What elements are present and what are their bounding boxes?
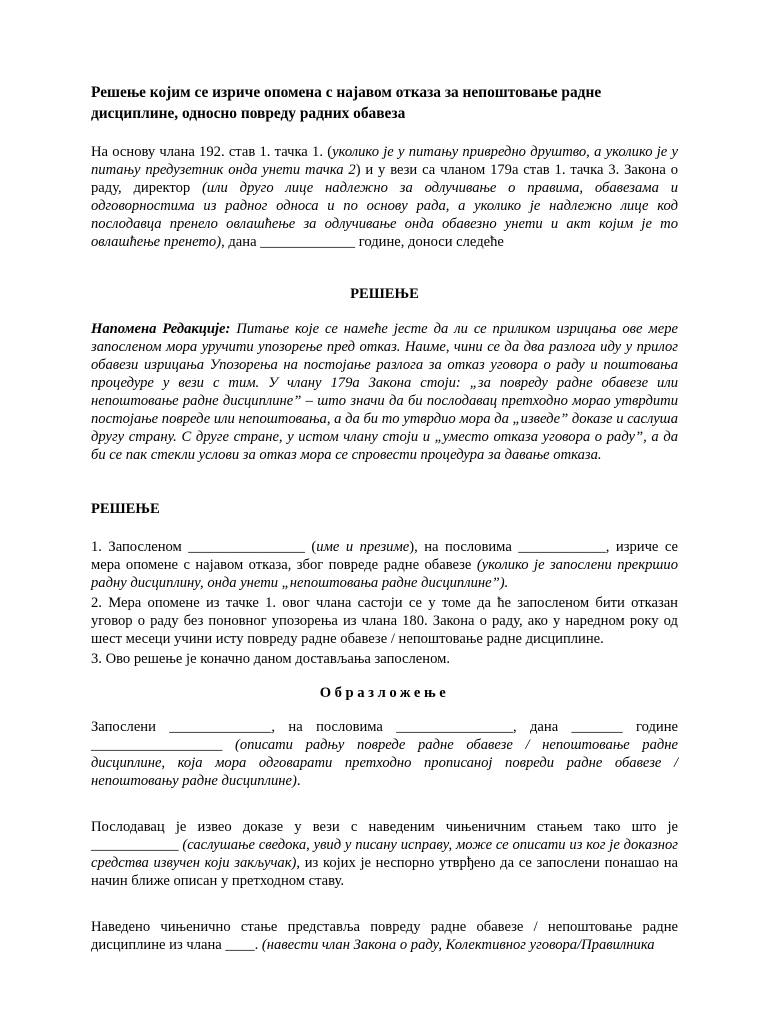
intro-paragraph	[91, 143, 678, 251]
para1-text-2: .	[296, 773, 301, 789]
para1-italic-1: (описати радњу повреде радне обавезе / непоштовање радне дисциплине, која мора одговарати претходно прописаној повреди радне обавезе / непоштовању радне дисциплине)	[91, 737, 679, 789]
reasoning-paragraph-3	[91, 918, 678, 954]
note-text: Питање које се намеће јесте да ли се приликом изрицања ове мере запосленом мора уручити упозорење пред отказ. Наиме, чини се да два разлога иду у прилог обавези изрицања Упозорења на постојање разлога за отказ уговора о раду и поштовања процедуре у вези с тим. У члану 179а Закона стоји: „за повреду радне обавезе или непоштовање радне дисциплине” – што значи да би послодавац претходно морао утврдити постојање повреде или непоштовања, а да би то утврдио мора да „изведе” доказе и саслуша другу страну. С друге стране, у истом члану стоји и „уместо отказа уговора о раду”, а да би се пак стекли услови за отказ мора се спровести процедура за давање отказа.	[91, 321, 678, 463]
heading-obrazlozenje: Образложење	[319, 685, 450, 701]
para2-text-1: Послодавац је извео доказе у вези с наведеним чињеничним стањем тако што је ____________	[91, 819, 678, 853]
para3-italic-1: (навести члан Закона о раду, Колективног уговора/Правилника	[261, 937, 655, 953]
item1-text-1: 1. Запосленом ________________ (	[91, 539, 317, 555]
para1-text-1: Запослени ______________, на пословима ________________, дана _______ године __________________	[91, 719, 678, 753]
document-title: Решење којим се изриче опомена с најавом отказа за непоштовање радне дисциплине, односно повреду радних обавеза	[91, 84, 602, 122]
decision-item-2: 2. Мера опомене из тачке 1. овог члана састоји се у томе да ће запосленом бити отказан уговор о раду без поновног упозорења из члана 180. Закона о раду, ако у наредном року од шест месеци учини исту повреду радне обавезе / непоштовање радне дисциплине.	[91, 595, 678, 647]
decision-item-1	[91, 538, 678, 592]
editorial-note	[91, 320, 678, 464]
intro-text-1: На основу члана 192. став 1. тачка 1. (	[91, 144, 333, 160]
reasoning-paragraph-1	[91, 718, 678, 790]
item1-italic-2: (уколико је запослени прекршио радну дисциплину, онда унети „непоштовања радне дисциплине”).	[91, 557, 679, 591]
heading-resenje-1: РЕШЕЊЕ	[350, 286, 419, 302]
para2-text-2: , из којих је неспорно утврђено да се запослени понашао на начин ближе описан у претходном ставу.	[91, 855, 678, 889]
para3-text-1: Наведено чињенично стање представља повреду радне обавезе / непоштовање радне дисциплине из члана ____.	[91, 919, 678, 953]
document-page	[91, 82, 678, 954]
item1-italic-1: име и презиме	[316, 539, 410, 555]
intro-italic-2: (или друго лице надлежно за одлучивање о правима, обавезама и одговорностима из радног односа и по основу рада, а уколико је надлежно лице код послодавца пренело овлашћење за одлучивање онда обавезно унети и акт којим је то овлашћење пренето)	[91, 180, 678, 250]
decision-item-3: 3. Ово решење је коначно даном достављања запосленом.	[91, 651, 450, 667]
intro-text-2: ) и у вези са чланом 179а став 1. тачка 3. Закона о раду, директор	[91, 162, 678, 196]
heading-resenje-2: РЕШЕЊЕ	[91, 501, 160, 517]
intro-text-3: , дана _____________ године, доноси следеће	[221, 234, 504, 250]
item1-text-2: ), на пословима ____________, изриче се мера опомене с најавом отказа, због повреде радне обавезе	[91, 539, 678, 573]
note-label: Напомена Редакције:	[91, 321, 231, 337]
intro-italic-1: уколико је у питању привредно друштво, а уколико је у питању предузетник онда унети тачка 2	[91, 144, 678, 178]
para2-italic-1: (саслушање сведока, увид у писану исправу, може се описати из ког је доказног средства извучен који закључак)	[91, 837, 678, 871]
reasoning-paragraph-2	[91, 818, 678, 890]
